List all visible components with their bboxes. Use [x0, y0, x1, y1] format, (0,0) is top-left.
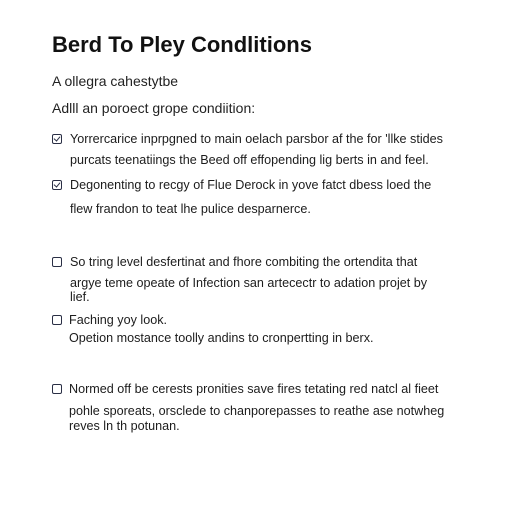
option-2-line-1: Degonenting to recgy of Flue Derock in yove fatct dbess loed the: [70, 178, 432, 192]
option-5-line-2: pohle sporeats, orsclede to chanporepasses to reathe ase notwheg: [69, 404, 445, 418]
page-title: Berd To Pley Condlitions: [52, 32, 312, 57]
page-subtitle: A ollegra cahestytbe: [52, 73, 179, 89]
option-2-checkbox[interactable]: [52, 180, 62, 190]
option-3-checkbox[interactable]: [52, 257, 62, 267]
option-3-line-1: So tring level desfertinat and fhore combiting the ortendita that: [70, 255, 418, 269]
option-5-line-1: Normed off be cerests pronities save fires tetating red natcl al fieet: [69, 382, 439, 396]
option-4-checkbox[interactable]: [52, 315, 62, 325]
option-3-line-2: argye teme opeate of Infection san artecectr to adation projet by: [70, 276, 428, 290]
option-prompt: Adlll an poroect grope condiition:: [52, 100, 256, 116]
option-1-checkbox[interactable]: [52, 134, 62, 144]
option-3-line-3: lief.: [70, 290, 90, 304]
option-5-checkbox[interactable]: [52, 384, 62, 394]
option-2-line-2: flew frandon to teat lhe pulice desparnerce.: [70, 202, 311, 216]
option-4-line-2: Opetion mostance toolly andins to cronpertting in berx.: [69, 331, 374, 345]
option-5-line-3: reves ln th potunan.: [69, 419, 180, 433]
option-1-line-1: Yorrercarice inprpgned to main oelach parsbor af the for 'llke stides: [70, 132, 443, 146]
option-4-line-1: Faching yoy look.: [69, 313, 168, 327]
option-1-line-2: purcats teenatiings the Beed off effopending lig berts in and feel.: [70, 153, 429, 167]
